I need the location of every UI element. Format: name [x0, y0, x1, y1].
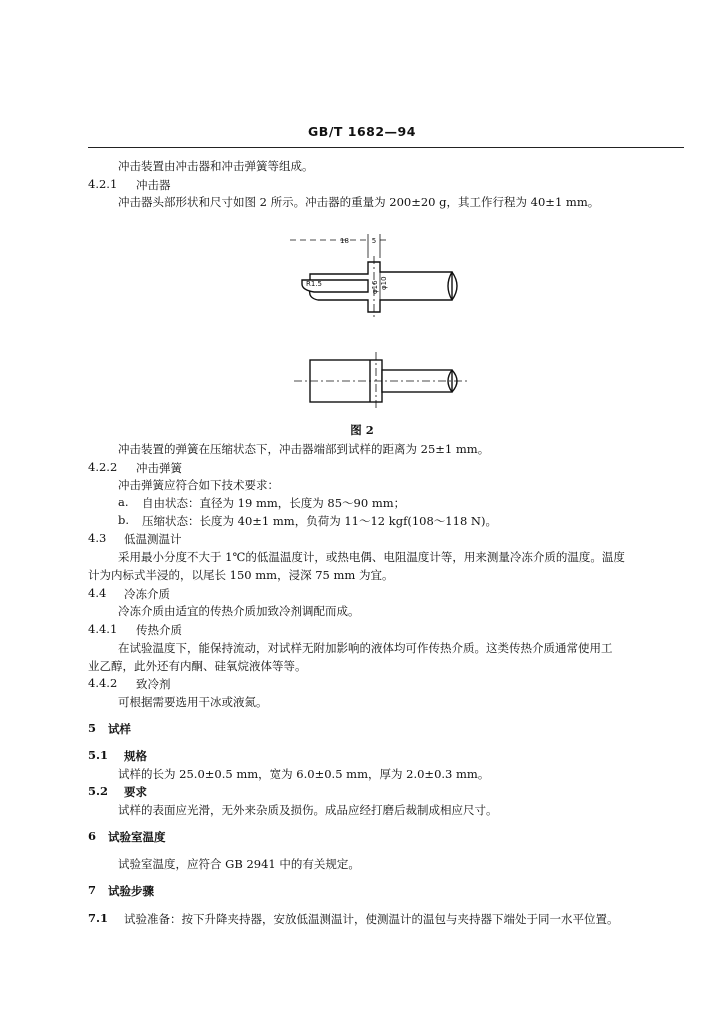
section-number: 4.2.1	[88, 177, 118, 191]
dimension-r15: R1.5	[306, 280, 322, 288]
paragraph: 在试验温度下，能保持流动，对试样无附加影响的液体均可作传热介质。这类传热介质通常使用工	[118, 641, 613, 655]
paragraph: 冲击器头部形状和尺寸如图 2 所示。冲击器的重量为 200±20 g，其工作行程为 40±1 mm。	[118, 195, 600, 209]
section-title: 致冷剂	[136, 677, 171, 691]
section-title: 规格	[124, 749, 147, 763]
dimension-16: φ16	[371, 280, 379, 294]
paragraph: 冲击弹簧应符合如下技术要求：	[118, 478, 279, 492]
section-number: 5.2	[88, 784, 109, 798]
section-number: 5	[88, 721, 97, 735]
dimension-5: 5	[371, 237, 377, 245]
dimension-10: φ10	[380, 276, 388, 290]
section-title: 低温测温计	[124, 532, 182, 546]
document-header: GB/T 1682—94	[308, 124, 416, 139]
paragraph: 业乙醇，此外还有内酮、硅氧烷液体等等。	[88, 659, 307, 673]
section-number: 4.3	[88, 531, 107, 545]
list-marker: a.	[118, 495, 129, 509]
paragraph: 试验室温度，应符合 GB 2941 中的有关规定。	[118, 857, 360, 871]
figure-2	[280, 228, 480, 420]
section-number: 4.4.2	[88, 676, 118, 690]
paragraph: 冷冻介质由适宜的传热介质加致冷剂调配而成。	[118, 604, 360, 618]
paragraph: 可根据需要选用干冰或液氮。	[118, 695, 268, 709]
section-number: 7	[88, 883, 97, 897]
section-title: 试验步骤	[108, 884, 154, 898]
impactor-drawing	[280, 228, 480, 420]
paragraph: 试验准备：按下升降夹持器，安放低温测温计，使测温计的温包与夹持器下端处于同一水平位置。	[124, 912, 619, 926]
section-title: 冷冻介质	[124, 587, 170, 601]
section-number: 4.4.1	[88, 622, 118, 636]
paragraph: 计为内标式半浸的，以尾长 150 mm，浸深 75 mm 为宜。	[88, 568, 394, 582]
section-number: 4.2.2	[88, 460, 118, 474]
section-title: 试验室温度	[108, 830, 166, 844]
paragraph: 采用最小分度不大于 1℃的低温温度计，或热电偶、电阻温度计等，用来测量冷冻介质的温度。温度	[118, 550, 625, 564]
list-marker: b.	[118, 513, 130, 527]
section-title: 冲击器	[136, 178, 171, 192]
section-number: 7.1	[88, 911, 109, 925]
dimension-18: 18	[340, 237, 349, 245]
figure-caption: 图 2	[350, 423, 374, 437]
paragraph: 试样的长为 25.0±0.5 mm，宽为 6.0±0.5 mm，厚为 2.0±0.3 mm。	[118, 767, 490, 781]
section-title: 传热介质	[136, 623, 182, 637]
section-title: 要求	[124, 785, 147, 799]
paragraph: 冲击装置由冲击器和冲击弹簧等组成。	[118, 159, 314, 173]
section-number: 5.1	[88, 748, 109, 762]
paragraph: 冲击装置的弹簧在压缩状态下，冲击器端部到试样的距离为 25±1 mm。	[118, 442, 490, 456]
header-rule	[88, 147, 684, 148]
list-item: 自由状态：直径为 19 mm，长度为 85～90 mm；	[142, 496, 406, 510]
section-title: 试样	[108, 722, 131, 736]
list-item: 压缩状态：长度为 40±1 mm，负荷为 11～12 kgf(108～118 N)。	[142, 514, 497, 528]
paragraph: 试样的表面应光滑，无外来杂质及损伤。成品应经打磨后裁制成相应尺寸。	[118, 803, 498, 817]
section-title: 冲击弹簧	[136, 461, 182, 475]
top-view	[294, 352, 470, 410]
section-number: 4.4	[88, 586, 107, 600]
section-number: 6	[88, 829, 97, 843]
